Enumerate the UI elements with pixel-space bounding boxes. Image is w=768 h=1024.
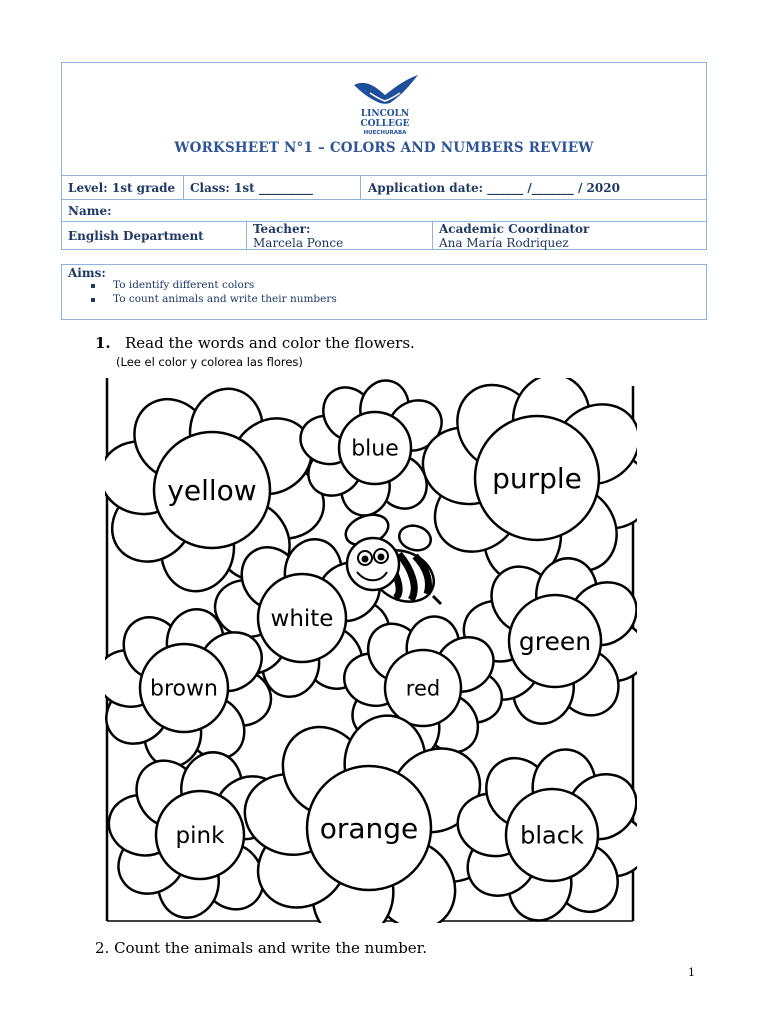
flower-word: red <box>405 676 441 701</box>
teacher-label: Teacher: <box>253 222 311 236</box>
bullet-icon <box>91 284 95 288</box>
worksheet-title: WORKSHEET N°1 – COLORS AND NUMBERS REVIEW <box>174 140 594 156</box>
question-2-text: 2. Count the animals and write the number. <box>95 939 427 957</box>
flower-word: black <box>520 821 584 850</box>
page-number: 1 <box>688 966 695 979</box>
divider <box>183 175 184 199</box>
flower-purple <box>416 378 637 588</box>
flower-word: purple <box>492 461 582 495</box>
aim-item: To identify different colors <box>113 279 255 291</box>
flower-word: orange <box>319 811 419 845</box>
flower-word: blue <box>351 436 399 462</box>
question-number: 1. <box>95 334 111 352</box>
divider <box>62 175 706 176</box>
flower-word: brown <box>150 676 218 702</box>
application-date-field: Application date: ______ /_______ / 2020 <box>368 181 620 195</box>
header-box <box>61 62 707 250</box>
divider <box>62 221 706 222</box>
question-1-text: Read the words and color the flowers. <box>125 334 415 352</box>
bullet-icon <box>91 298 95 302</box>
flower-black <box>452 744 637 923</box>
coordinator-label: Academic Coordinator <box>439 222 590 236</box>
class-field: Class: 1st _________ <box>190 181 313 195</box>
coordinator-name: Ana María Rodriquez <box>439 236 569 250</box>
divider <box>360 175 361 199</box>
department-label: English Department <box>68 229 204 243</box>
name-field: Name: <box>68 204 112 218</box>
logo-line3: HUECHURABA <box>363 130 407 136</box>
flower-word: green <box>518 626 592 656</box>
level-field: Level: 1st grade <box>68 181 176 195</box>
flower-word: white <box>270 606 334 633</box>
school-logo <box>340 71 430 139</box>
teacher-name: Marcela Ponce <box>253 236 344 250</box>
flower-word: pink <box>175 823 225 850</box>
aims-label: Aims: <box>68 266 106 280</box>
question-1 <box>95 334 415 352</box>
question-1-subtitle: (Lee el color y colorea las flores) <box>116 355 303 369</box>
divider <box>432 221 433 250</box>
flowers-coloring-picture <box>105 378 637 923</box>
flower-word: yellow <box>167 473 257 507</box>
divider <box>62 199 706 200</box>
eagle-icon <box>354 75 418 104</box>
logo-line1: LINCOLN <box>360 109 410 119</box>
aim-item: To count animals and write their numbers <box>113 293 337 305</box>
divider <box>246 221 247 250</box>
aims-box <box>61 264 707 320</box>
logo-line2: COLLEGE <box>360 119 410 129</box>
